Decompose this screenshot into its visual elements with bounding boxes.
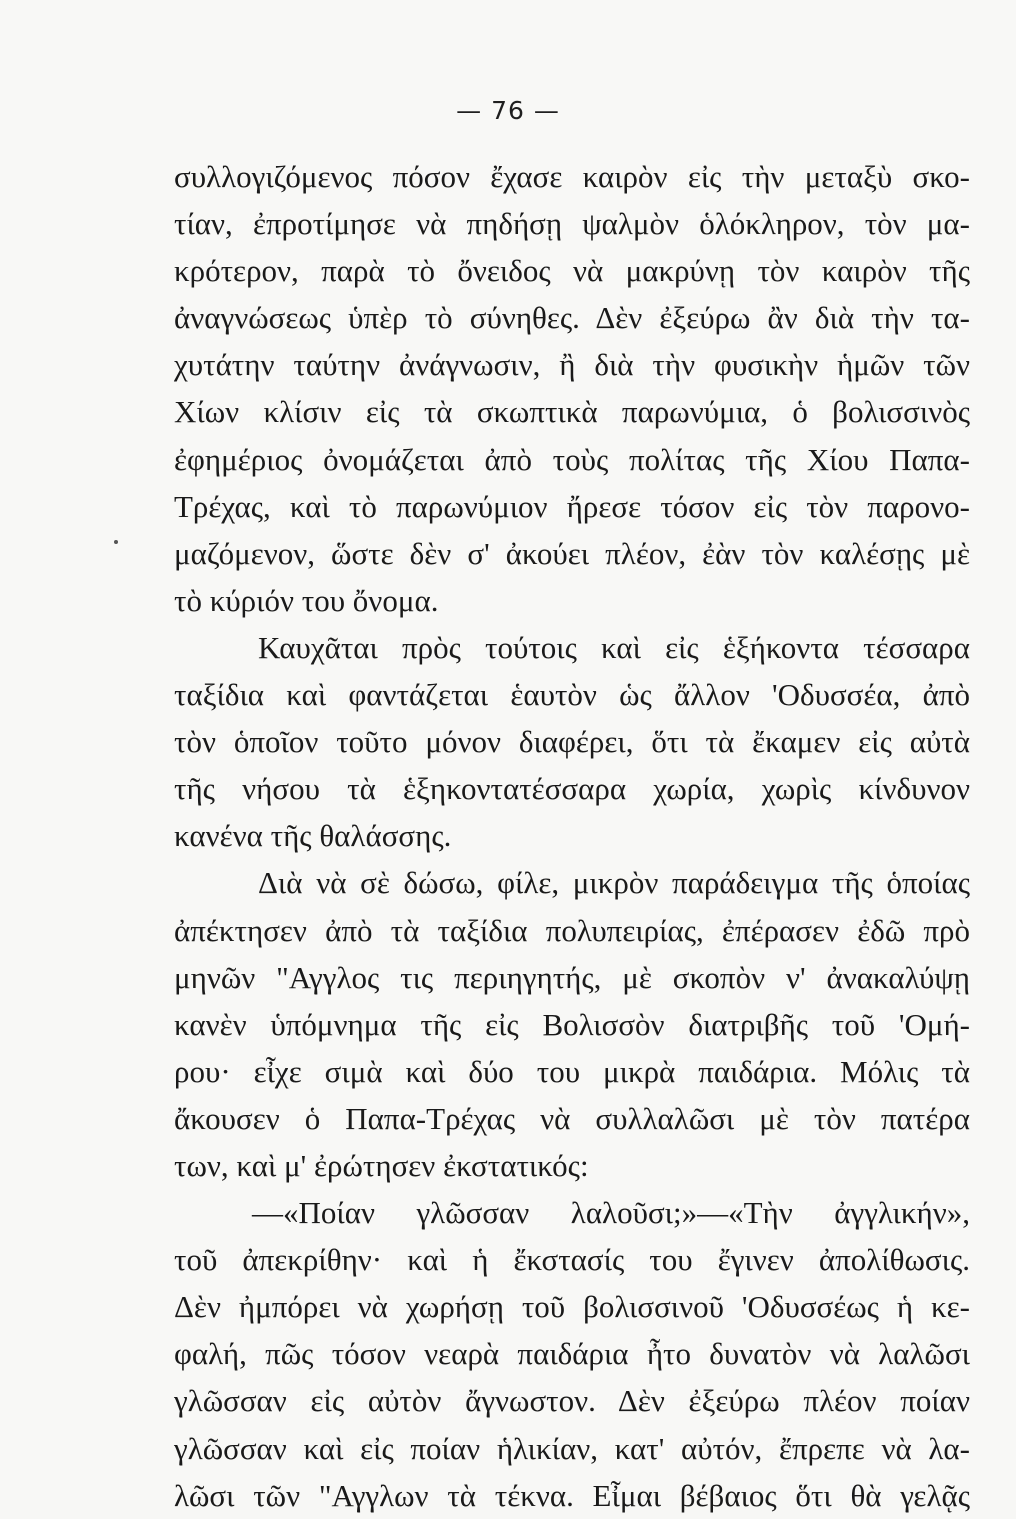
text-line: ἄκουσεν ὁ Παπα-Τρέχας νὰ συλλαλῶσι μὲ τὸν πατέρα	[174, 1100, 970, 1136]
text-line: κρότερον, παρὰ τὸ ὄνειδος νὰ μακρύνῃ τὸν καιρὸν τῆς	[174, 253, 970, 289]
text-line: ἀπέκτησεν ἀπὸ τὰ ταξίδια πολυπειρίας, ἐπέρασεν ἐδῶ πρὸ	[174, 912, 970, 948]
text-line: χυτάτην ταύτην ἀνάγνωσιν, ἢ διὰ τὴν φυσικὴν ἡμῶν τῶν	[174, 347, 970, 383]
text-line: γλῶσσαν καὶ εἰς ποίαν ἡλικίαν, κατ' αὐτόν, ἔπρεπε νὰ λα-	[174, 1430, 970, 1466]
text-line: συλλογιζόμενος πόσον ἔχασε καιρὸν εἰς τὴν μεταξὺ σκο-	[174, 159, 970, 194]
text-line: τὸ κύριόν του ὄνομα.	[174, 582, 439, 618]
text-line: Δὲν ἠμπόρει νὰ χωρήσῃ τοῦ βολισσινοῦ 'Οδυσσέως ἡ κε-	[174, 1289, 970, 1325]
text-line: ἀναγνώσεως ὑπὲρ τὸ σύνηθες. Δὲν ἐξεύρω ἂν διὰ τὴν τα-	[174, 300, 970, 336]
text-line: μαζόμενον, ὥστε δὲν σ' ἀκούει πλέον, ἐὰν τὸν καλέσῃς μὲ	[174, 535, 970, 571]
text-line: μηνῶν "Αγγλος τις περιηγητής, μὲ σκοπὸν ν' ἀνακαλύψῃ	[174, 959, 970, 995]
text-line: Τρέχας, καὶ τὸ παρωνύμιον ἤρεσε τόσον εἰς τὸν παρονο-	[174, 488, 970, 524]
text-line: ταξίδια καὶ φαντάζεται ἑαυτὸν ὡς ἄλλον 'Οδυσσέα, ἀπὸ	[174, 677, 970, 713]
text-line: φαλή, πῶς τόσον νεαρὰ παιδάρια ἦτο δυνατὸν νὰ λαλῶσι	[174, 1336, 970, 1372]
text-line: λῶσι τῶν "Αγγλων τὰ τέκνα. Εἶμαι βέβαιος ὅτι θὰ γελᾷς	[174, 1477, 970, 1513]
text-line: Καυχᾶται πρὸς τούτοις καὶ εἰς ἑξήκοντα τέσσαρα	[258, 629, 970, 665]
text-line: Διὰ νὰ σὲ δώσω, φίλε, μικρὸν παράδειγμα τῆς ὁποίας	[258, 865, 970, 901]
text-line: κανένα τῆς θαλάσσης.	[174, 818, 452, 854]
text-line: των, καὶ μ' ἐρώτησεν ἐκστατικός:	[174, 1147, 589, 1183]
text-line: τὸν ὁποῖον τοῦτο μόνον διαφέρει, ὅτι τὰ ἔκαμεν εἰς αὐτὰ	[174, 724, 970, 760]
text-line: ἐφημέριος ὀνομάζεται ἀπὸ τοὺς πολίτας τῆς Χίου Παπα-	[174, 441, 970, 477]
body-text	[174, 153, 970, 1519]
text-line: —«Ποίαν γλῶσσαν λαλοῦσι;»—«Τὴν ἀγγλικήν»,	[252, 1195, 970, 1231]
margin-dot	[114, 540, 118, 544]
page-number: — 76 —	[456, 96, 560, 125]
text-line: γλῶσσαν εἰς αὐτὸν ἄγνωστον. Δὲν ἐξεύρω πλέον ποίαν	[174, 1383, 970, 1419]
text-line: ρου· εἶχε σιμὰ καὶ δύο του μικρὰ παιδάρια. Μόλις τὰ	[174, 1053, 970, 1089]
text-line: τίαν, ἐπροτίμησε νὰ πηδήσῃ ψαλμὸν ὁλόκληρον, τὸν μα-	[174, 206, 970, 242]
text-line: κανὲν ὑπόμνημα τῆς εἰς Βολισσὸν διατριβῆς τοῦ 'Ομή-	[174, 1006, 970, 1042]
text-line: τοῦ ἀπεκρίθην· καὶ ἡ ἔκστασίς του ἔγινεν ἀπολίθωσις.	[174, 1242, 970, 1278]
text-line: Χίων κλίσιν εἰς τὰ σκωπτικὰ παρωνύμια, ὁ βολισσινὸς	[174, 394, 970, 430]
text-line: τῆς νήσου τὰ ἑξηκοντατέσσαρα χωρία, χωρὶς κίνδυνον	[174, 771, 970, 807]
